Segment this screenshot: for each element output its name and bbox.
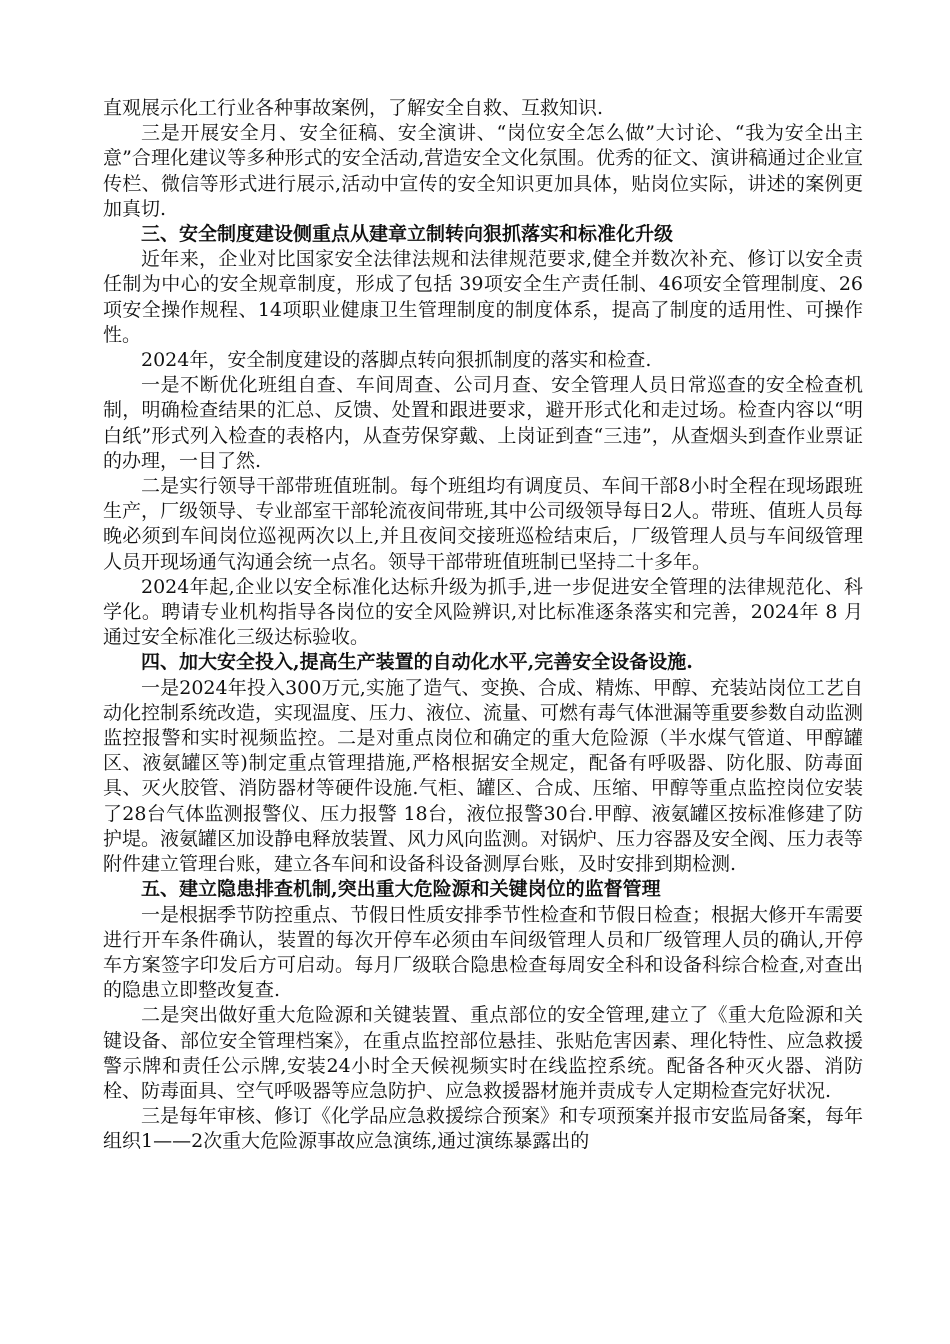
paragraph-2024-focus: 2024年，安全制度建设的落脚点转向狠抓制度的落实和检查. — [141, 349, 652, 372]
paragraph-emergency-plans: 三是每年审核、修订《化学品应急救援综合预案》和专项预案并报市安监局备案，每年组织1——2次重大危险源事故应急演练,通过演练暴露出的 — [103, 1105, 864, 1153]
section-heading-4: 四、加大安全投入,提高生产装置的自动化水平,完善安全设备设施. — [141, 651, 693, 674]
section-heading-3: 三、安全制度建设侧重点从建章立制转向狠抓落实和标准化升级 — [141, 223, 674, 246]
paragraph-investment-automation: 一是2024年投入300万元,实施了造气、变换、合成、精炼、甲醇、充装站岗位工艺自动化控制系统改造，实现温度、压力、液位、流量、可燃有毒气体泄漏等重要参数自动监测监控报警和实时视频监控。二是对重点岗位和确定的重大危险源（半水煤气管道、甲醇罐区、液氨罐区等)制定重点管理措施,严格根据安全规定，配备有呼吸器、防化服、防毒面具、灭火胶管、消防器材等硬件设施.气柜、罐区、合成、压缩、甲醇等重点监控岗位安装了28台气体监测报警仪、压力报警 18台，液位报警30台.甲醇、液氨罐区按标准修建了防护堤。液氨罐区加设静电释放装置、风力风向监测。对锅炉、压力容器及安全阀、压力表等附件建立管理台账，建立各车间和设备科设备测厚台账，及时安排到期检测. — [103, 676, 864, 876]
paragraph-major-hazards: 二是突出做好重大危险源和关键装置、重点部位的安全管理,建立了《重大危险源和关键设备、部位安全管理档案》，在重点监控部位悬挂、张贴危害因素、理化特性、应急救援警示牌和责任公示牌,安装24小时全天候视频实时在线监控系统。配备各种灭火器、消防栓、防毒面具、空气呼吸器等应急防护、应急救援器材施并责成专人定期检查完好状况. — [103, 1004, 863, 1102]
paragraph-leadership-duty: 二是实行领导干部带班值班制。每个班组均有调度员、车间干部8小时全程在现场跟班生产，厂级领导、专业部室干部轮流夜间带班,其中公司级领导每日2人。带班、值班人员每晚必须到车间岗位巡视两次以上,并且夜间交接班巡检结束后，厂级管理人员与车间级管理人员开现场通气沟通会统一点名。领导干部带班值班制已坚持二十多年。 — [103, 475, 863, 573]
paragraph-inspection-mechanism: 一是不断优化班组自查、车间周查、公司月查、安全管理人员日常巡查的安全检查机制，明确检查结果的汇总、反馈、处置和跟进要求，避开形式化和走过场。检查内容以“明白纸”形式列入检查的表格内，从查劳保穿戴、上岗证到查“三违”，从查烟头到查作业票证的办理，一目了然. — [103, 374, 863, 472]
paragraph-standardization: 2024年起,企业以安全标准化达标升级为抓手,进一步促进安全管理的法律规范化、科学化。聘请专业机构指导各岗位的安全风险辨识,对比标准逐条落实和完善，2024年 8 月通过安全标准化三级达标验收。 — [103, 575, 863, 649]
document-page — [103, 96, 863, 1155]
section-heading-5: 五、建立隐患排查机制,突出重大危险源和关键岗位的监督管理 — [141, 878, 661, 901]
paragraph-intro-continuation: 直观展示化工行业各种事故案例，了解安全自救、互救知识. — [103, 97, 604, 119]
paragraph-hazard-checks: 一是根据季节防控重点、节假日性质安排季节性检查和节假日检查；根据大修开车需要进行开车条件确认，装置的每次开停车必须由车间级管理人员和厂级管理人员的确认,开停车方案签字印发后方可启动。每月厂级联合隐患检查每周安全科和设备科综合检查,对查出的隐患立即整改复查. — [103, 903, 864, 1002]
paragraph-rules-system: 近年来，企业对比国家安全法律法规和法律规范要求,健全并数次补充、修订以安全责任制为中心的安全规章制度，形成了包括 39项安全生产责任制、46项安全管理制度、26项安全操作规程、14项职业健康卫生管理制度的制度体系，提高了制度的适用性、可操作性。 — [103, 248, 863, 346]
paragraph-safety-activities: 三是开展安全月、安全征稿、安全演讲、“岗位安全怎么做”大讨论、“我为安全出主意”合理化建议等多种形式的安全活动,营造安全文化氛围。优秀的征文、演讲稿通过企业宣传栏、微信等形式进行展示,活动中宣传的安全知识更加具体，贴岗位实际，讲述的案例更加真切. — [103, 122, 863, 220]
